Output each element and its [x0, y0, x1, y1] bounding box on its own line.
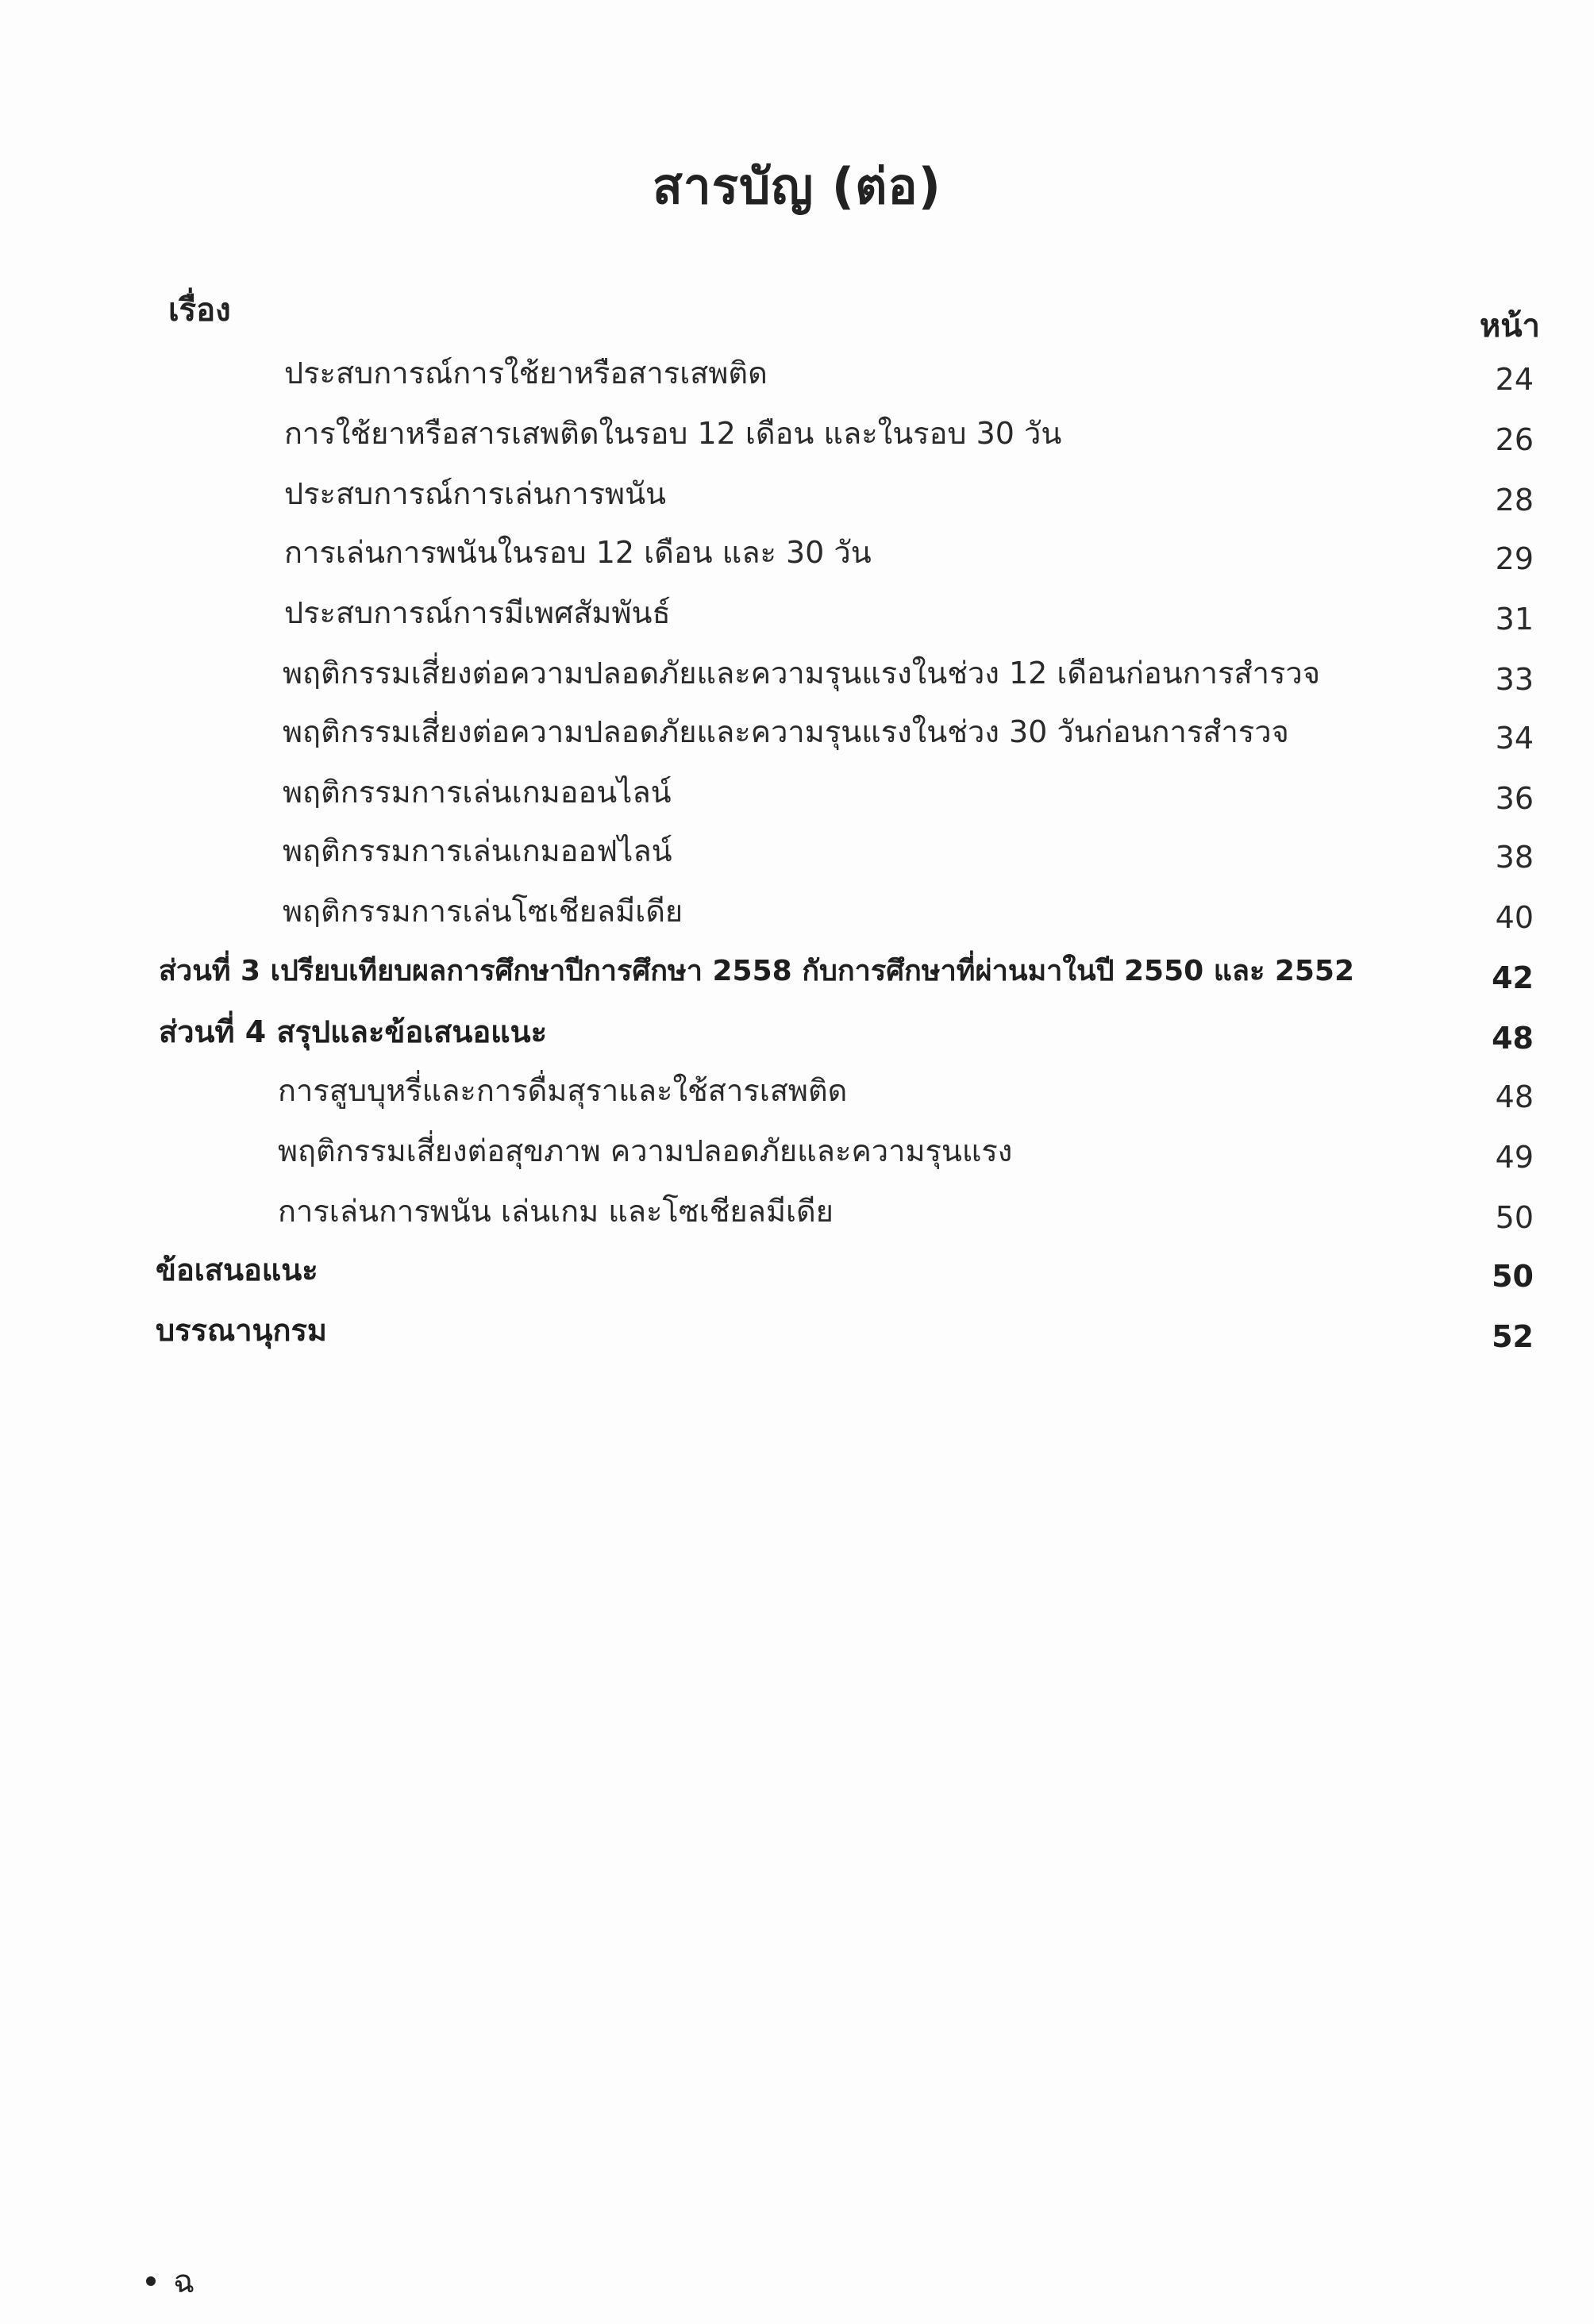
toc-section-page: 42: [1492, 960, 1534, 995]
toc-entry-text: การเล่นการพนันในรอบ 12 เดือน และ 30 วัน: [284, 535, 872, 570]
toc-entry: [0, 589, 1594, 637]
toc-entry: [0, 349, 1594, 397]
toc-entry-text: ประสบการณ์การใช้ยาหรือสารเสพติด: [284, 356, 768, 391]
toc-entry: [0, 887, 1594, 935]
toc-entry: [0, 649, 1594, 697]
toc-entry: [0, 827, 1594, 875]
toc-section-text: ส่วนที่ 4 สรุปและข้อเสนอแนะ: [159, 1014, 548, 1049]
toc-entry-page: 50: [1495, 1200, 1534, 1235]
toc-entry: [0, 1127, 1594, 1175]
toc-entry-text: พฤติกรรมเสี่ยงต่อความปลอดภัยและความรุนแรงในช่วง 30 วันก่อนการสำรวจ: [283, 714, 1289, 749]
toc-entry: [0, 1067, 1594, 1114]
toc-entry-text: พฤติกรรมเสี่ยงต่อความปลอดภัยและความรุนแรงในช่วง 12 เดือนก่อนการสำรวจ: [283, 656, 1320, 691]
column-header-topic: เรื่อง: [168, 292, 231, 329]
column-header-page: หน้า: [1479, 308, 1540, 344]
toc-entry-page: 38: [1495, 840, 1534, 875]
toc-entry-page: 33: [1495, 662, 1534, 697]
page-footer: [146, 2256, 194, 2307]
toc-entry-page: 34: [1495, 721, 1534, 756]
toc-entry-page: 40: [1495, 900, 1534, 935]
toc-entry: [0, 1187, 1594, 1235]
toc-entry-text: พฤติกรรมการเล่นเกมออนไลน์: [283, 775, 672, 810]
toc-entry-page: 36: [1495, 781, 1534, 816]
toc-entry-text: การเล่นการพนัน เล่นเกม และโซเชียลมีเดีย: [278, 1194, 834, 1229]
toc-section-page: 50: [1492, 1259, 1534, 1294]
toc-section-page: 52: [1492, 1319, 1534, 1354]
toc-entry: [0, 708, 1594, 756]
toc-entry-page: 31: [1495, 602, 1534, 637]
toc-section-text: ข้อเสนอแนะ: [156, 1252, 318, 1287]
toc-entry-text: พฤติกรรมการเล่นโซเชียลมีเดีย: [283, 894, 683, 929]
toc-entry: [0, 529, 1594, 576]
toc-section-text: บรรณานุกรม: [156, 1313, 327, 1348]
toc-entry-text: พฤติกรรมการเล่นเกมออฟไลน์: [283, 833, 672, 868]
toc-section: [0, 948, 1594, 995]
toc-entry-text: พฤติกรรมเสี่ยงต่อสุขภาพ ความปลอดภัยและความรุนแรง: [278, 1133, 1013, 1168]
toc-entry-text: การสูบบุหรี่และการดื่มสุราและใช้สารเสพติด: [278, 1073, 848, 1108]
toc-entry: [0, 410, 1594, 457]
toc-section: [0, 1246, 1594, 1294]
toc-entry-text: ประสบการณ์การมีเพศสัมพันธ์: [284, 595, 671, 630]
toc-entry-page: 29: [1495, 541, 1534, 576]
toc-entry-page: 28: [1495, 483, 1534, 518]
toc-entry: [0, 768, 1594, 816]
page-title: สารบัญ (ต่อ): [653, 157, 941, 215]
toc-entry-page: 48: [1495, 1079, 1534, 1114]
page-number-marker: ฉ: [173, 2264, 195, 2300]
toc-section-text: ส่วนที่ 3 เปรียบเทียบผลการศึกษาปีการศึกษา 2558 กับการศึกษาที่ผ่านมาในปี 2550 และ 2552: [159, 955, 1355, 987]
toc-entry-page: 24: [1495, 362, 1534, 397]
toc-entry: [0, 470, 1594, 518]
toc-entry-page: 49: [1495, 1140, 1534, 1175]
toc-section-page: 48: [1492, 1021, 1534, 1056]
toc-entry-text: ประสบการณ์การเล่นการพนัน: [284, 476, 667, 511]
toc-section: [0, 1306, 1594, 1354]
bullet-dot-icon: [146, 2276, 156, 2286]
toc-section: [0, 1008, 1594, 1056]
toc-entry-text: การใช้ยาหรือสารเสพติดในรอบ 12 เดือน และในรอบ 30 วัน: [284, 416, 1062, 451]
toc-entry-page: 26: [1495, 422, 1534, 457]
